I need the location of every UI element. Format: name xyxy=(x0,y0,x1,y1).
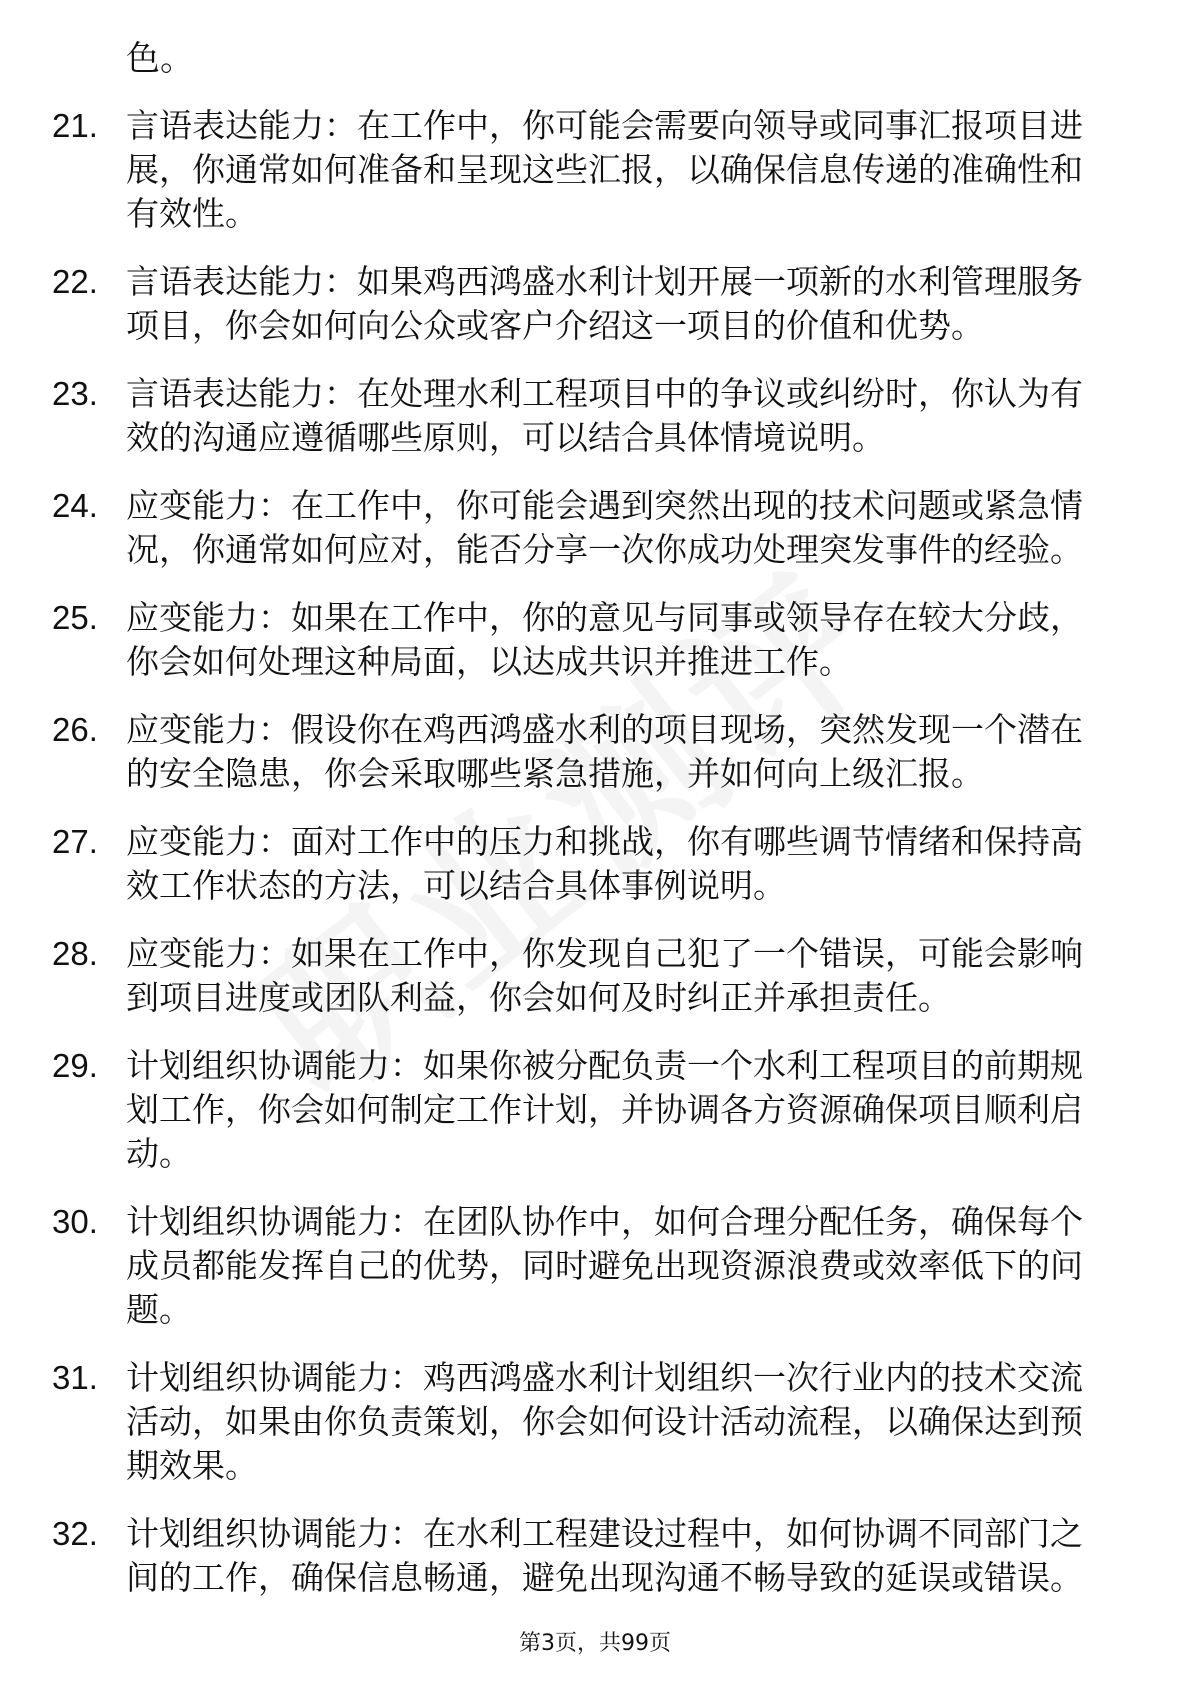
question-number: 32. xyxy=(52,1515,98,1552)
question-item xyxy=(0,1356,1190,1488)
question-item xyxy=(0,484,1190,572)
question-text: 应变能力：如果在工作中，你的意见与同事或领导存在较大分歧，你会如何处理这种局面，以达成共识并推进工作。 xyxy=(126,598,1083,681)
carryover-text: 色。 xyxy=(126,39,194,79)
question-text: 应变能力：假设你在鸡西鸿盛水利的项目现场，突然发现一个潜在的安全隐患，你会采取哪些紧急措施，并如何向上级汇报。 xyxy=(126,710,1083,793)
question-text: 计划组织协调能力：在水利工程建设过程中，如何协调不同部门之间的工作，确保信息畅通，避免出现沟通不畅导致的延误或错误。 xyxy=(126,1514,1083,1597)
question-number: 22. xyxy=(52,263,98,300)
question-item xyxy=(0,596,1190,684)
question-item xyxy=(0,1044,1190,1176)
question-item xyxy=(0,372,1190,460)
question-number: 30. xyxy=(52,1203,98,1240)
question-number: 31. xyxy=(52,1359,98,1396)
question-item xyxy=(0,260,1190,348)
question-text: 计划组织协调能力：鸡西鸿盛水利计划组织一次行业内的技术交流活动，如果由你负责策划，你会如何设计活动流程，以确保达到预期效果。 xyxy=(126,1358,1083,1485)
question-number: 23. xyxy=(52,375,98,412)
question-text: 应变能力：如果在工作中，你发现自己犯了一个错误，可能会影响到项目进度或团队利益，你会如何及时纠正并承担责任。 xyxy=(126,934,1083,1017)
question-text: 计划组织协调能力：在团队协作中，如何合理分配任务，确保每个成员都能发挥自己的优势，同时避免出现资源浪费或效率低下的问题。 xyxy=(126,1202,1083,1329)
question-number: 27. xyxy=(52,823,98,860)
question-text: 应变能力：在工作中，你可能会遇到突然出现的技术问题或紧急情况，你通常如何应对，能否分享一次你成功处理突发事件的经验。 xyxy=(126,486,1083,569)
question-item xyxy=(0,104,1190,236)
question-number: 29. xyxy=(52,1047,98,1084)
question-number: 25. xyxy=(52,599,98,636)
question-number: 24. xyxy=(52,487,98,524)
question-number: 28. xyxy=(52,935,98,972)
question-item xyxy=(0,820,1190,908)
question-item xyxy=(0,1512,1190,1600)
page-footer: 第3页，共99页 xyxy=(519,1631,671,1656)
question-text: 言语表达能力：在处理水利工程项目中的争议或纠纷时，你认为有效的沟通应遵循哪些原则，可以结合具体情境说明。 xyxy=(126,374,1083,457)
question-number: 26. xyxy=(52,711,98,748)
question-item xyxy=(0,932,1190,1020)
question-list xyxy=(0,104,1190,1600)
question-text: 言语表达能力：在工作中，你可能会需要向领导或同事汇报项目进展，你通常如何准备和呈现这些汇报，以确保信息传递的准确性和有效性。 xyxy=(126,106,1083,233)
question-number: 21. xyxy=(52,107,98,144)
document-body xyxy=(0,36,1190,1624)
question-text: 言语表达能力：如果鸡西鸿盛水利计划开展一项新的水利管理服务项目，你会如何向公众或客户介绍这一项目的价值和优势。 xyxy=(126,262,1083,345)
question-text: 应变能力：面对工作中的压力和挑战，你有哪些调节情绪和保持高效工作状态的方法，可以结合具体事例说明。 xyxy=(126,822,1083,905)
question-item xyxy=(0,1200,1190,1332)
question-item xyxy=(0,708,1190,796)
question-text: 计划组织协调能力：如果你被分配负责一个水利工程项目的前期规划工作，你会如何制定工作计划，并协调各方资源确保项目顺利启动。 xyxy=(126,1046,1083,1173)
